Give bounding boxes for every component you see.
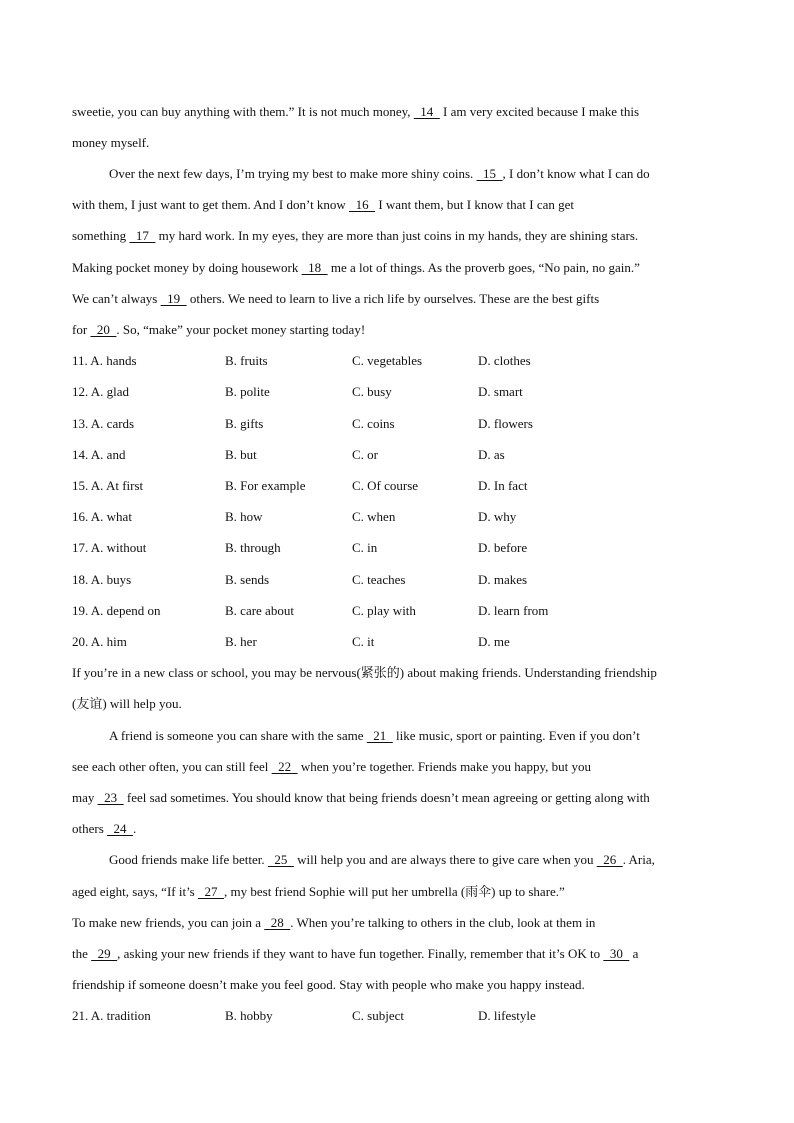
blank-21[interactable]: 21 [366, 728, 393, 743]
passage2-line: may 23 feel sad sometimes. You should know that being friends doesn’t mean agreeing or getting along with [72, 790, 650, 805]
blank-27[interactable]: 27 [198, 884, 224, 899]
option-b[interactable]: B. her [225, 634, 257, 649]
option-c[interactable]: C. busy [352, 384, 392, 399]
option-b[interactable]: B. hobby [225, 1008, 273, 1023]
option-d[interactable]: D. as [478, 447, 505, 462]
passage2-line: If you’re in a new class or school, you may be nervous(紧张的) about making friends. Understanding friendship [72, 665, 657, 680]
blank-16[interactable]: 16 [349, 197, 376, 212]
passage1-line: something 17 my hard work. In my eyes, they are more than just coins in my hands, they are shining stars. [72, 228, 639, 243]
passage2-line: To make new friends, you can join a 28 . When you’re talking to others in the club, look at them in [72, 915, 596, 930]
option-b[interactable]: B. sends [225, 572, 270, 587]
option-c[interactable]: C. subject [352, 1008, 404, 1023]
blank-19[interactable]: 19 [160, 291, 187, 306]
option-a[interactable]: 20. A. him [72, 634, 127, 649]
passage1-line: sweetie, you can buy anything with them.” It is not much money, 14 I am very excited because I make this [72, 104, 640, 119]
blank-24[interactable]: 24 [107, 821, 134, 836]
option-b[interactable]: B. how [225, 509, 263, 524]
passage1-line: Over the next few days, I’m trying my best to make more shiny coins. 15 , I don’t know what I can do [109, 166, 650, 181]
blank-29[interactable]: 29 [91, 946, 118, 961]
option-c[interactable]: C. play with [352, 603, 416, 618]
passage2-line: Good friends make life better. 25 will help you and are always there to give care when you 26 . Aria, [109, 852, 655, 867]
passage2-line: (友谊) will help you. [72, 696, 182, 711]
option-d[interactable]: D. clothes [478, 353, 531, 368]
option-a[interactable]: 21. A. tradition [72, 1008, 151, 1023]
option-d[interactable]: D. In fact [478, 478, 528, 493]
blank-20[interactable]: 20 [90, 322, 117, 337]
passage1-line: for 20 . So, “make” your pocket money starting today! [72, 322, 366, 337]
passage2-line: friendship if someone doesn’t make you feel good. Stay with people who make you happy instead. [72, 977, 585, 992]
option-c[interactable]: C. coins [352, 416, 395, 431]
blank-23[interactable]: 23 [97, 790, 124, 805]
blank-14[interactable]: 14 [413, 104, 440, 119]
option-a[interactable]: 16. A. what [72, 509, 132, 524]
option-d[interactable]: D. why [478, 509, 517, 524]
option-c[interactable]: C. or [352, 447, 378, 462]
option-a[interactable]: 19. A. depend on [72, 603, 161, 618]
option-d[interactable]: D. smart [478, 384, 523, 399]
option-b[interactable]: B. For example [225, 478, 306, 493]
blank-30[interactable]: 30 [603, 946, 630, 961]
option-c[interactable]: C. when [352, 509, 396, 524]
option-c[interactable]: C. teaches [352, 572, 406, 587]
option-a[interactable]: 11. A. hands [72, 353, 137, 368]
blank-18[interactable]: 18 [301, 260, 328, 275]
blank-17[interactable]: 17 [129, 228, 156, 243]
blank-26[interactable]: 26 [596, 852, 623, 867]
passage1-line: We can’t always 19 others. We need to learn to live a rich life by ourselves. These are the best gifts [72, 291, 600, 306]
option-a[interactable]: 18. A. buys [72, 572, 132, 587]
passage1-line: Making pocket money by doing housework 18 me a lot of things. As the proverb goes, “No pain, no gain.” [72, 260, 640, 275]
blank-15[interactable]: 15 [476, 166, 503, 181]
option-a[interactable]: 14. A. and [72, 447, 126, 462]
option-a[interactable]: 15. A. At first [72, 478, 144, 493]
option-c[interactable]: C. Of course [352, 478, 419, 493]
option-d[interactable]: D. before [478, 540, 528, 555]
blank-25[interactable]: 25 [267, 852, 294, 867]
option-a[interactable]: 17. A. without [72, 540, 147, 555]
passage1-line: with them, I just want to get them. And I don’t know 16 I want them, but I know that I can get [72, 197, 574, 212]
option-b[interactable]: B. polite [225, 384, 270, 399]
option-a[interactable]: 13. A. cards [72, 416, 135, 431]
option-b[interactable]: B. gifts [225, 416, 264, 431]
passage2-line: others 24 . [72, 821, 137, 836]
blank-22[interactable]: 22 [271, 759, 298, 774]
blank-28[interactable]: 28 [264, 915, 291, 930]
passage1-line: money myself. [72, 135, 150, 150]
option-d[interactable]: D. learn from [478, 603, 549, 618]
option-c[interactable]: C. in [352, 540, 378, 555]
option-b[interactable]: B. fruits [225, 353, 268, 368]
option-a[interactable]: 12. A. glad [72, 384, 130, 399]
option-b[interactable]: B. through [225, 540, 281, 555]
option-d[interactable]: D. me [478, 634, 510, 649]
option-c[interactable]: C. it [352, 634, 375, 649]
passage2-line: aged eight, says, “If it’s 27 , my best friend Sophie will put her umbrella (雨伞) up to share.” [72, 884, 565, 899]
option-d[interactable]: D. flowers [478, 416, 533, 431]
option-d[interactable]: D. lifestyle [478, 1008, 536, 1023]
passage2-line: A friend is someone you can share with the same 21 like music, sport or painting. Even if you don’t [109, 728, 640, 743]
option-b[interactable]: B. care about [225, 603, 294, 618]
passage2-line: the 29 , asking your new friends if they want to have fun together. Finally, remember that it’s OK to 30 a [72, 946, 639, 961]
option-c[interactable]: C. vegetables [352, 353, 423, 368]
option-d[interactable]: D. makes [478, 572, 528, 587]
passage2-line: see each other often, you can still feel 22 when you’re together. Friends make you happy, but you [72, 759, 592, 774]
option-b[interactable]: B. but [225, 447, 257, 462]
